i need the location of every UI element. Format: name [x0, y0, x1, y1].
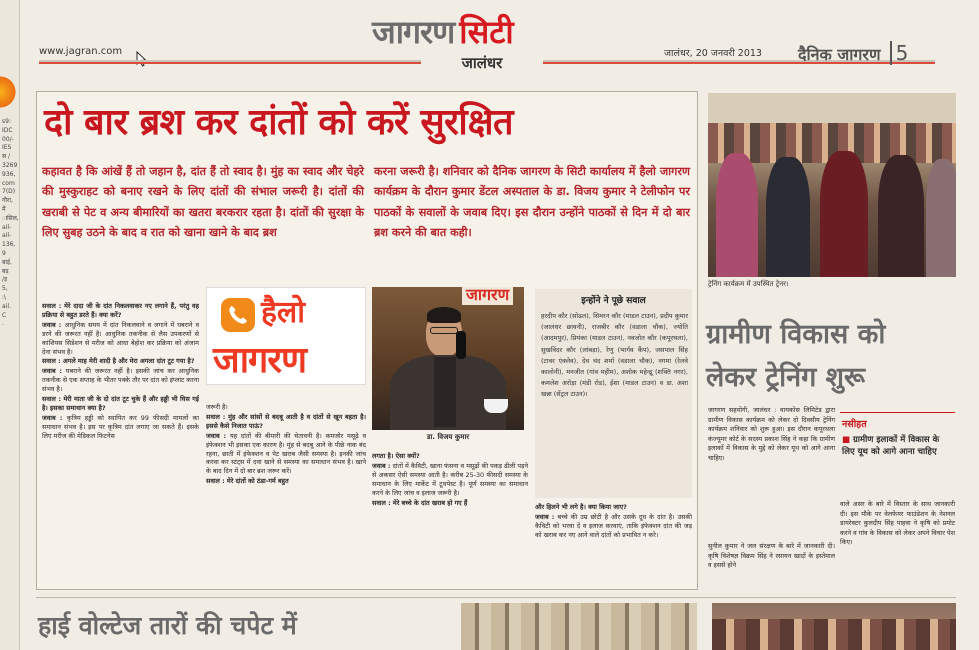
phone-handset-icon [456, 331, 466, 359]
qa-label: सवाल : [372, 498, 393, 507]
photo-banner: जागरण [462, 287, 513, 305]
qa-label: जवाब : [535, 512, 558, 521]
qa-paragraph [42, 357, 199, 366]
margin-fragment: ail- [2, 232, 12, 240]
qa-text: बच्चे की उम्र छोटी है और उसके दूध के दांत है। उसकी कैविटी को भरवा दें व इलाज करवाएं, ताकि इंफेक्शन दांत की जड़ को खराब कर नए आने वाले दांतों को प्रभावित न करे। [535, 512, 692, 539]
qa-text: और हिलने भी लगे है। क्या किया जाए? [535, 503, 627, 511]
woman-5 [926, 159, 956, 277]
margin-fragment: ासिल, [2, 214, 19, 222]
qa-text: मेरे बच्चे के दांत खराब हो गए हैं [392, 498, 468, 507]
margin-fragment: 136, [2, 241, 16, 249]
margin-fragment: IES [2, 144, 12, 152]
qa-label: सवाल : [42, 395, 64, 404]
qa-column-2 [206, 403, 366, 590]
bottom-photo-1 [461, 603, 697, 650]
doctor-photo [372, 287, 524, 430]
qa-column-4 [535, 503, 692, 590]
qa-text: आधुनिक समय में दांत निकलवाने व लगाने में घबराने व डरने की जरूरत नहीं है। आधुनिक तकनीक से लैस उपकरणों से कांशियस सिडेशन से मरीज को आधा बेहोश कर प्रक्रिया को अंजाम देना संभव है। [42, 320, 199, 356]
margin-fragment: ail. [2, 302, 11, 310]
margin-fragment: 7(D) [2, 188, 16, 196]
tea-cup-icon [484, 399, 508, 413]
qa-label: सवाल : [42, 357, 63, 366]
margin-fragment: com [2, 179, 15, 187]
margin-fragment: ail- [2, 223, 12, 231]
side-body-2: सुनील कुमार ने जल संरक्षण के बारे में जानकारी दी। कृषि विशेषज्ञ विक्रम सिंह ने रसायन खादों के इस्तेमाल व इससे होने [708, 542, 835, 569]
qa-text: कृत्रिम हड्डी को स्थापित कर 99 फीसदी मामलों का समाधान संभव है। इस पर कृत्रिम दांत लगाए जा सकते हैं। इसके लिए मरीज की मेडिकल फिटनेस [42, 413, 199, 440]
photo-caption: डा. विजय कुमार [426, 433, 470, 441]
lead-column-1: कहावत है कि आंखें हैं तो जहान है, दांत हैं तो स्वाद है। मुंह का स्वाद और चेहरे की मुस्कुराहट को बनाए रखने के लिए दांतों की संभाल जरूरी है। दांतों की खराबी से पेट व अन्य बीमारियों का खतरा बरकरार रहता है। दांतों की सुरक्षा के लिए सुबह उठने के बाद व रात को खाना खाने के बाद ब्रश [42, 165, 364, 240]
lead-column-2: करना जरूरी है। शनिवार को दैनिक जागरण के सिटी कार्यालय में हैलो जागरण कार्यक्रम के दौरान कुमार डेंटल अस्पताल के डा. विजय कुमार ने टेलीफोन पर पाठकों के सवालों के जवाब दिए। इस दौरान उन्होंने पाठकों से दिन में दो बार ब्रश करने की बात कही। [374, 165, 690, 240]
article-headline: दो बार ब्रश कर दांतों को करें सुरक्षित [44, 101, 514, 143]
margin-fragment: C [2, 311, 7, 319]
qa-text: घबराने की जरूरत नहीं है। इसकी जांच कर आधुनिक तकनीक से एक सप्ताह के भीतर पक्के तौर पर दांत को इंप्लांट करना संभव है। [42, 367, 199, 394]
margin-fragment: 5, [2, 285, 8, 293]
qa-label: सवाल : [206, 477, 227, 486]
qa-paragraph [206, 403, 366, 412]
woman-3 [820, 151, 868, 277]
qa-text: जरूरी है। [206, 403, 228, 411]
qa-label: सवाल : [42, 302, 65, 310]
side-body-1: जागरण सहयोगी, जालंधर : वायकोस लिमिटेड द्वारा ग्रामीण विकास कार्यक्रम को लेकर दो दिवसीय ट्रेनिंग कार्यक्रम शनिवार को शुरू हुआ। इस दौरान कपूरथला कंज्यूमर कोर्ट के सदस्य प्रकाश सिंह ने कहा कि ग्रामीण इलाकों में विकास के मुद्दे को लेकर यूथ को आगे आना चाहिए। [708, 406, 835, 462]
training-photo [708, 93, 956, 277]
hello-jagran-logo [206, 287, 366, 385]
hello-text: हैलो [261, 295, 306, 330]
qa-paragraph [372, 499, 528, 508]
margin-fragment: 3269 [2, 161, 18, 169]
qa-label: जवाब : [42, 320, 65, 329]
qa-text: लगता है। ऐसा क्यों? [372, 452, 420, 460]
qa-text: मुंह और सांसों से बदबू आती है व दांतों से खून बहता है। इससे कैसे निजात पाऊं? [206, 412, 366, 430]
margin-fragment: स्र / [2, 153, 11, 161]
qa-column-3 [372, 452, 528, 590]
doctor-hair [427, 307, 461, 323]
qa-paragraph [42, 367, 199, 394]
qa-label: जवाब : [42, 367, 66, 376]
advice-label: नसीहत [842, 419, 867, 430]
brand-logo [372, 10, 558, 54]
margin-fragment: बाई, [2, 258, 12, 266]
bottom-photo-people [712, 619, 956, 650]
qa-paragraph [206, 413, 366, 431]
margin-fragment: बड़ [2, 267, 9, 275]
paper-name [798, 41, 908, 65]
margin-fragment: मैं [2, 205, 6, 213]
qa-paragraph [42, 414, 199, 441]
qa-paragraph [42, 395, 199, 413]
masthead-rule-red [39, 62, 421, 64]
callers-list: हरदीप कौर (सोढल), सिमरन कौर (माडल टाउन), प्रदीप कुमार (जालंधर छावनी), राजबीर कौर (वडाला चौक), ज्योति (आदमपुर), प्रियंका (माडल टाउन), नवजोत कौर (कपूरथला), सुखविंदर कौर (लांबड़ा), रेणु (भार्गव कैंप), जसपाल सिंह (टावर एंक्लेव), देव चंद शर्मा (वडाला चौक), नगमा (रेलवे कालोनी), मनजीत (गांव महीम), अशोक महेन्द्रू (शक्ति नगर), कमलेश अरोड़ा (मंडी रोड), ईशा (माडल टाउन) व डा. अशा खन्ना (सेंट्रल टाउन)। [541, 312, 688, 399]
qa-text: मेरे दांतों को ठंडा-गर्म बहुत [226, 477, 289, 486]
margin-fragment: गौरा, [2, 197, 13, 205]
margin-fragment: . [2, 320, 4, 328]
qa-paragraph [42, 321, 199, 357]
dateline: जालंधर, 20 जनवरी 2013 [664, 48, 762, 59]
qa-text: अगले माह मेरी शादी है और मेरा अगला दांत टूट गया है? [62, 357, 195, 366]
paper-title: दैनिक जागरण [798, 45, 881, 64]
bottom-headline: हाई वोल्टेज तारों की चपेट में [38, 611, 297, 640]
site-url[interactable]: www.jagran.com [39, 46, 123, 57]
qa-paragraph [206, 477, 366, 486]
left-page-edge [0, 0, 20, 650]
page-number: 5 [890, 41, 909, 65]
margin-fragment: s9: [2, 118, 11, 125]
callers-box [535, 289, 692, 498]
margin-text-fragments [2, 118, 20, 329]
callers-heading: इन्होंने ने पूछे सवाल [581, 296, 646, 306]
bottom-rule [36, 597, 956, 598]
margin-fragment: 9 [2, 249, 6, 257]
qa-text: मेरे दादा जी के दांत निकलवाकर नए लगाने हैं, परंतु वह प्रक्रिया से बहुत डरते हैं। क्या करें? [42, 302, 199, 319]
qa-label: जवाब : [206, 431, 230, 440]
bottom-photo-2 [712, 603, 956, 650]
advice-quote-text: ग्रामीण इलाकों में विकास के लिए यूथ को आगे आना चाहिए [842, 435, 940, 457]
qa-paragraph [535, 513, 692, 540]
qa-label: जवाब : [42, 413, 67, 422]
margin-fragment: /ड़ [2, 276, 8, 284]
margin-fragment: 00/- [2, 135, 14, 143]
margin-fragment: :\ [2, 293, 7, 301]
brand-city: सिटी [459, 13, 514, 51]
qa-label: सवाल : [206, 412, 229, 421]
qa-label: जवाब : [372, 461, 393, 470]
bullet-icon: ■ [842, 435, 853, 445]
orange-logo-fragment [0, 74, 18, 110]
city-label: जालंधर [461, 54, 503, 72]
brand-jagran: जागरण [372, 13, 455, 51]
qa-paragraph [206, 432, 366, 477]
advice-quote [842, 435, 952, 458]
phone-icon [221, 298, 255, 332]
woman-1 [716, 153, 758, 277]
side-headline-1: ग्रामीण विकास को [706, 319, 886, 350]
qa-paragraph [372, 462, 528, 498]
woman-4 [878, 155, 924, 277]
margin-fragment: 936, [2, 170, 16, 178]
glasses-icon [430, 327, 458, 334]
qa-text: यह दांतों की बीमारी की चेतावनी है। कमजोर मसूढ़े व इंफेक्शन भी इसका एक कारण है। मुंह से बदबू आने के पीछे नाक बंद रहना, छाती में इंफेक्शन व पेट खराब जैसी समस्या है। इनकी जांच करवा कर स्टंट्स में दवा खाने से समस्या का समाधान संभव है। खाने के बाद दिन में दो बार ब्रश जरूर करें। [206, 431, 366, 476]
advice-box [840, 412, 955, 490]
side-body-3: वाले असर के बारे में विस्तार के साथ जानकारी दी। इस मौके पर वेलफेयर फाउंडेशन के नेशनल डायरेक्टर कुलदीप सिंह पाहवा ने कृषि को प्रमोट करने व गांव के विकास को लेकर अपने विचार पेश किए। [840, 500, 955, 546]
qa-paragraph [372, 452, 528, 461]
margin-fragment: IDC [2, 126, 13, 134]
qa-text: मेरी माता जी के दो दांत टूट चुके हैं और हड्डी भी घिस गई है। इसका समाधान क्या है? [42, 395, 199, 412]
jagran-text: जागरण [213, 340, 307, 381]
side-headline-2: लेकर ट्रेनिंग शुरू [706, 362, 866, 393]
qa-text: दांतों में कैविटी, खाना फंसना व मसूढ़ों की पकड़ ढीली पड़ने से अकसर ऐसी समस्या आती है। करीब 25-30 फीसदी समस्या के समाधान के लिए मार्केट में टूथपेस्ट है। पूर्ण समस्या का समाधान करने के लिए जांच व इलाज जरूरी है। [372, 461, 528, 497]
woman-2 [766, 157, 810, 277]
shirt [434, 357, 456, 427]
qa-column-1 [42, 302, 199, 590]
training-caption: ट्रेनिंग कार्यक्रम में उपस्थित ट्रेनर। [708, 280, 789, 288]
qa-paragraph [42, 302, 199, 320]
qa-paragraph [535, 503, 692, 512]
